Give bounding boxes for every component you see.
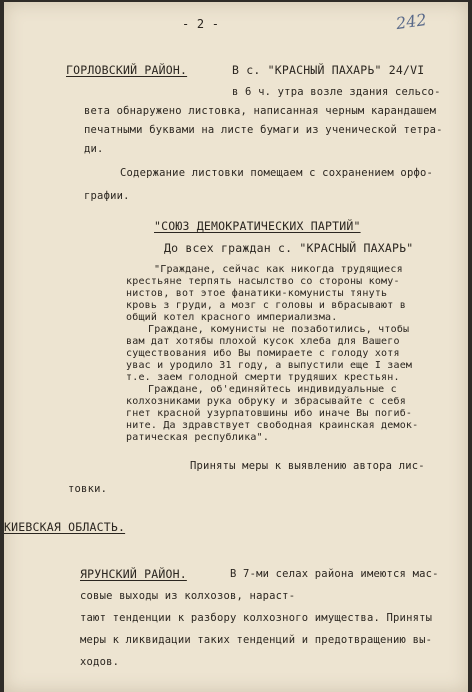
text-line: вета обнаружено листовка, написанная черным карандашем [84, 105, 437, 117]
leaflet-line: кровь з груди, а мозг с головы и вбрасывают в [126, 300, 406, 311]
leaflet-line: общий котел красного империализма. [126, 312, 338, 323]
place-date: В с. "КРАСНЫЙ ПАХАРЬ" 24/VI [232, 63, 425, 77]
text-line: товки. [68, 483, 108, 495]
leaflet-line: т.е. заем голодной смерти трудяших крестьян. [126, 372, 400, 383]
leaflet-line: ратическая республика". [126, 432, 270, 443]
leaflet-address: До всех граждан с. "КРАСНЫЙ ПАХАРЬ" [164, 241, 414, 255]
text-line: Приняты меры к выявлению автора лис- [190, 460, 425, 472]
leaflet-line: крестьяне терпять насылство со стороны кому- [126, 276, 400, 287]
text-line: совые выходы из колхозов, нараст- [80, 590, 296, 602]
text-line: графии. [84, 190, 130, 202]
text-line: меры к ликвидации таких тенденций и предотвращению вы- [80, 634, 433, 646]
text-line: тают тенденции к разбору колхозного имущества. Приняты [80, 612, 433, 624]
leaflet-line: колхозниками рука обруку и збрасывайте с себя [126, 396, 406, 407]
leaflet-title: "СОЮЗ ДЕМОКРАТИЧЕСКИХ ПАРТИЙ" [154, 219, 361, 233]
text-line: Содержание листовки помещаем с сохранением орфо- [120, 167, 434, 179]
district-heading-gorlovsky: ГОРЛОВСКИЙ РАЙОН. [66, 63, 188, 77]
district-heading-yarunsky: ЯРУНСКИЙ РАЙОН. [80, 567, 187, 581]
leaflet-line: существования ибо Вы помираете с голоду хотя [126, 348, 400, 359]
document-page [4, 2, 468, 692]
leaflet-line: нистов, вот этое фанатики-комунисты тянуть [126, 288, 388, 299]
region-heading-kiev: КИЕВСКАЯ ОБЛАСТЬ. [4, 520, 126, 534]
text-line: в 6 ч. утра возле здания сельсо- [232, 86, 441, 98]
leaflet-line: "Граждане, сейчас как никогда трудящиеся [154, 264, 403, 275]
text-line: ходов. [80, 656, 120, 668]
leaflet-line: Граждане, комунисты не позаботились, чтобы [148, 324, 410, 335]
text-line: ди. [84, 143, 104, 155]
page-number: - 2 - [182, 17, 220, 31]
text-line: В 7-ми селах района имеются мас- [230, 568, 439, 580]
leaflet-line: ните. Да здравствует свободная краинская демок- [126, 420, 419, 431]
archive-mark: 242 [394, 9, 428, 34]
text-line: печатными буквами на листе бумаги из ученической тетра- [84, 124, 443, 136]
leaflet-line: увас и уродило 31 году, а выпустили еще I заем [126, 360, 413, 371]
leaflet-line: вам дат хотябы плохой кусок хлеба для Вашего [126, 336, 400, 347]
leaflet-line: гнет красной узурпатовшины ибо иначе Вы погиб- [126, 408, 413, 419]
leaflet-line: Граждане, об'единяйтесь индивидуальные с [148, 384, 397, 395]
